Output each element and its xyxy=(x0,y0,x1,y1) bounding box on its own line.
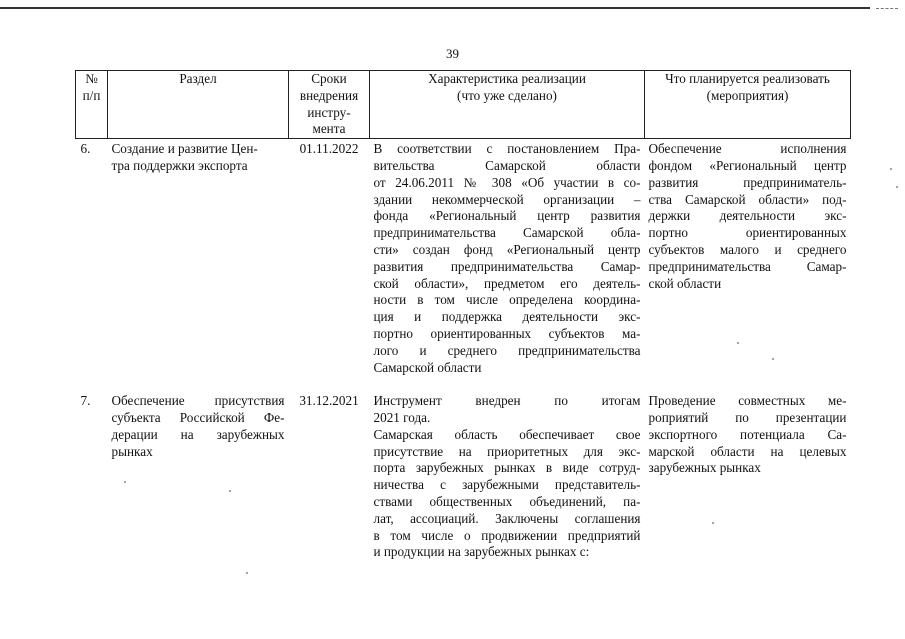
characteristic-line: и продукции на зарубежных рынках с: xyxy=(373,544,590,560)
scan-speck xyxy=(246,572,248,574)
characteristic-line: ничества с зарубежными представитель- xyxy=(373,477,641,493)
planned-line: предпринимательства Самар- xyxy=(648,258,847,274)
scan-speck xyxy=(896,186,898,188)
characteristic-line: В соответствии с постановлением Пра- xyxy=(373,141,641,157)
row-section xyxy=(108,391,289,561)
header-dates-line: Сроки xyxy=(311,71,347,86)
planned-line: роприятий по презентации xyxy=(648,409,847,425)
header-number xyxy=(76,71,108,139)
characteristic-line: Самарская область обеспечивает свое xyxy=(373,426,641,442)
planned-line: ской области xyxy=(648,275,722,291)
characteristic-line: ности в том числе определена координа- xyxy=(373,292,641,308)
row-date: 31.12.2021 xyxy=(299,393,359,409)
characteristic-line: ствами общественных объединений, па- xyxy=(373,493,641,509)
characteristic-line: развития предпринимательства Самар- xyxy=(373,258,641,274)
header-section-text: Раздел xyxy=(179,71,217,86)
page-number: 39 xyxy=(446,46,459,61)
top-border-line xyxy=(0,7,870,9)
characteristic-line: вительства Самарской области xyxy=(373,157,641,173)
header-characteristic-line: Характеристика реализации xyxy=(428,71,586,86)
characteristic-line: фонда «Региональный центр развития xyxy=(373,208,641,224)
row-planned xyxy=(645,139,851,392)
table-header-row xyxy=(76,71,851,139)
planned-line: субъектов малого и среднего xyxy=(648,241,847,257)
header-planned-line: (мероприятия) xyxy=(706,87,789,103)
scan-speck xyxy=(229,490,231,492)
header-number-line: № xyxy=(85,71,98,86)
characteristic-line: портно ориентированных субъектов ма- xyxy=(373,325,641,341)
measures-table xyxy=(75,70,851,561)
planned-line: зарубежных рынках xyxy=(648,460,761,476)
characteristic-line: ция и поддержка деятельности экс- xyxy=(373,309,641,325)
planned-line: Проведение совместных ме- xyxy=(648,393,847,409)
section-line: Создание и развитие Цен- xyxy=(111,141,258,157)
row-number: 6. xyxy=(80,141,91,157)
characteristic-line: Инструмент внедрен по итогам xyxy=(373,393,641,409)
section-line: дерации на зарубежных xyxy=(111,426,285,442)
scan-speck xyxy=(124,481,126,483)
planned-line: ства Самарской области» под- xyxy=(648,191,847,207)
characteristic-line: от 24.06.2011 № 308 «Об участии в со- xyxy=(373,174,641,190)
header-dates-line: инстру- xyxy=(307,104,351,120)
header-characteristic xyxy=(370,71,645,139)
planned-line: фондом «Региональный центр xyxy=(648,157,847,173)
planned-line: марской области на целевых xyxy=(648,443,847,459)
row-characteristic xyxy=(370,391,645,561)
header-characteristic-line: (что уже сделано) xyxy=(457,87,557,103)
planned-line: портно ориентированных xyxy=(648,225,847,241)
header-number-line: п/п xyxy=(82,87,101,103)
section-line: рынках xyxy=(111,443,153,459)
planned-line: держки деятельности экс- xyxy=(648,208,847,224)
scan-speck xyxy=(737,342,739,344)
top-border-fragment xyxy=(876,8,898,9)
characteristic-line: предпринимательства Самарской обла- xyxy=(373,225,641,241)
scan-speck xyxy=(772,358,774,360)
header-planned xyxy=(645,71,851,139)
characteristic-line: здании некоммерческой организации – xyxy=(373,191,641,207)
scan-speck xyxy=(890,168,892,170)
table-row xyxy=(76,139,851,392)
header-dates xyxy=(289,71,370,139)
header-dates-line: мента xyxy=(312,121,346,137)
table-row xyxy=(76,391,851,561)
header-planned-line: Что планируется реализовать xyxy=(665,71,830,86)
planned-line: Обеспечение исполнения xyxy=(648,141,847,157)
section-line: Обеспечение присутствия xyxy=(111,393,285,409)
characteristic-line: лат, ассоциаций. Заключены соглашения xyxy=(373,510,641,526)
characteristic-line: лого и среднего предпринимательства xyxy=(373,342,641,358)
row-characteristic xyxy=(370,139,645,392)
characteristic-line: порта зарубежных рынках в виде сотруд- xyxy=(373,460,641,476)
characteristic-line: Самарской области xyxy=(373,359,482,375)
row-planned xyxy=(645,391,851,561)
characteristic-line: в том числе о продвижении предприятий xyxy=(373,527,641,543)
header-section xyxy=(108,71,289,139)
planned-line: экспортного потенциала Са- xyxy=(648,426,847,442)
scan-speck xyxy=(712,522,714,524)
section-line: тра поддержки экспорта xyxy=(111,157,248,173)
characteristic-line: присутствие на приоритетных для экс- xyxy=(373,443,641,459)
row-date: 01.11.2022 xyxy=(299,141,359,157)
row-section xyxy=(108,139,289,392)
characteristic-line: сти» создан фонд «Региональный центр xyxy=(373,241,641,257)
planned-line: развития предприниматель- xyxy=(648,174,847,190)
section-line: субъекта Российской Фе- xyxy=(111,409,285,425)
row-number: 7. xyxy=(80,393,91,409)
characteristic-line: ской области», предметом его деятель- xyxy=(373,275,641,291)
characteristic-line: 2021 года. xyxy=(373,409,431,425)
header-dates-line: внедрения xyxy=(299,87,359,103)
